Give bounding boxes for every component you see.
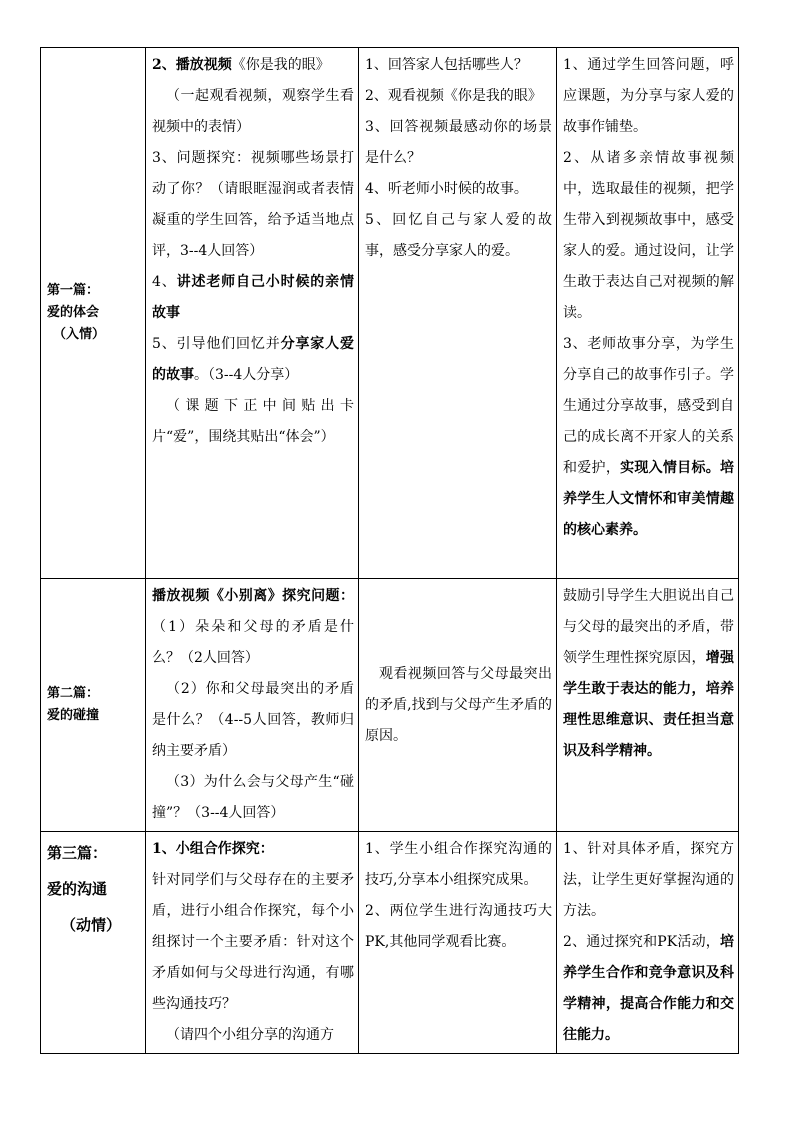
text: （课题下正中间贴出卡片“爱”，围绕其贴出“体会”） (152, 398, 354, 445)
text: （一起观看视频，观察学生看视频中的表情） (152, 88, 354, 135)
activity-cell (146, 832, 359, 1054)
design-intent-cell (557, 579, 739, 832)
cell-paragraph (152, 767, 354, 829)
design-intent-cell (557, 832, 739, 1054)
text: 4、 (152, 274, 177, 290)
stage-number: 第一篇： (47, 283, 100, 298)
cell-paragraph (563, 329, 734, 546)
stage-cell (41, 579, 146, 832)
bold-text: 播放视频《小别离》探究问题： (152, 588, 354, 604)
table-row (41, 579, 739, 832)
stage-title: 爱的碰撞 (47, 708, 100, 723)
text: 针对同学们与父母存在的主要矛盾，进行小组合作探究，每个小组探讨一个主要矛盾：针对这个矛盾如何与父母进行沟通，有哪些沟通技巧？ (152, 872, 354, 1012)
bold-text: 增强学生敢于表达的能力，培养理性思维意识、责任担当意识及科学精神。 (563, 650, 735, 759)
stage-cell (41, 48, 146, 579)
cell-paragraph (152, 1020, 354, 1051)
bold-text: 实现入情目标。培养学生人文情怀和审美情趣的核心素养。 (563, 460, 735, 538)
text: 1、针对具体矛盾，探究方法，让学生更好掌握沟通的方法。 (563, 841, 734, 919)
stage-subtitle: （入情） (53, 327, 106, 342)
text: 观看视频回答与父母最突出的矛盾,找到与父母产生矛盾的原因。 (365, 665, 552, 744)
cell-paragraph (365, 174, 552, 205)
cell-paragraph (563, 50, 734, 143)
text: （3）为什么会与父母产生“碰撞”？（3--4人回答） (152, 774, 354, 821)
text: 。（3--4人分享） (194, 367, 299, 383)
cell-paragraph (365, 205, 552, 267)
bold-text: 讲述老师自己小时候的亲情故事 (152, 274, 354, 321)
text: 2、通过探究和PK活动， (563, 934, 720, 950)
text: 2、两位学生进行沟通技巧大PK,其他同学观看比赛。 (365, 903, 552, 950)
activity-cell (146, 48, 359, 579)
activity-cell (146, 579, 359, 832)
text: 3、问题探究：视频哪些场景打动了你？（请眼眶湿润或者表情凝重的学生回答，给予适当地点评，3--4人回答） (152, 150, 354, 259)
cell-paragraph (563, 581, 734, 767)
cell-paragraph (563, 834, 734, 927)
cell-paragraph (152, 391, 354, 453)
text: 1、学生小组合作探究沟通的技巧,分享本小组探究成果。 (365, 841, 552, 888)
bold-text: 2、播放视频 (152, 57, 232, 73)
text: 1、回答家人包括哪些人？ (365, 57, 528, 73)
stage-cell (41, 832, 146, 1054)
cell-paragraph (152, 865, 354, 1020)
stage-title: 爱的沟通 (47, 880, 108, 898)
cell-paragraph (152, 81, 354, 143)
cell-paragraph (152, 267, 354, 329)
cell-paragraph (365, 81, 552, 112)
text: 5、引导他们回忆并 (152, 336, 281, 352)
text: 3、老师故事分享，为学生分享自己的故事作引子。学生通过分享故事，感受到自己的成长离不开家人的关系和爱护， (563, 336, 734, 476)
stage-subtitle: （动情） (61, 916, 122, 934)
lesson-plan-table (40, 47, 739, 1054)
cell-paragraph (365, 896, 552, 958)
cell-paragraph (563, 927, 734, 1051)
text: 3、回答视频最感动你的场景是什么？ (365, 119, 552, 166)
text: 2、从诸多亲情故事视频中，选取最佳的视频，把学生带入到视频故事中，感受家人的爱。通过设问，让学生敢于表达自己对视频的解读。 (563, 150, 734, 321)
cell-paragraph (563, 143, 734, 329)
text: 5、回忆自己与家人爱的故事，感受分享家人的爱。 (365, 212, 552, 259)
text: （1）朵朵和父母的矛盾是什么？（2人回答） (152, 619, 354, 666)
table-row (41, 48, 739, 579)
cell-paragraph (152, 329, 354, 391)
text: 1、通过学生回答问题，呼应课题，为分享与家人爱的故事作铺垫。 (563, 57, 734, 135)
text: 鼓励引导学生大胆说出自己与父母的最突出的矛盾，带领学生理性探究原因， (563, 588, 734, 666)
text: （2）你和父母最突出的矛盾是什么？（4--5人回答，教师归纳主要矛盾） (152, 681, 354, 759)
bold-text: 培养学生合作和竞争意识及科学精神，提高合作能力和交往能力。 (563, 934, 734, 1043)
stage-number: 第二篇： (47, 686, 100, 701)
cell-paragraph (152, 581, 354, 674)
student-activity-cell (359, 579, 557, 832)
text: 4、听老师小时候的故事。 (365, 181, 528, 197)
stage-title: 爱的体会 (47, 305, 100, 320)
cell-paragraph (152, 674, 354, 767)
cell-paragraph (365, 659, 552, 752)
student-activity-cell (359, 48, 557, 579)
stage-number: 第三篇： (47, 844, 108, 862)
text: （请四个小组分享的沟通方 (166, 1027, 334, 1043)
cell-paragraph (365, 834, 552, 896)
cell-paragraph (152, 50, 354, 81)
table-row (41, 832, 739, 1054)
text: 《你是我的眼》 (231, 57, 330, 73)
design-intent-cell (557, 48, 739, 579)
bold-text: 1、小组合作探究： (152, 841, 274, 857)
cell-paragraph (152, 834, 354, 865)
text: 2、观看视频《你是我的眼》 (365, 88, 542, 104)
bold-text: 分享家人爱的故事 (152, 336, 354, 383)
student-activity-cell (359, 832, 557, 1054)
cell-paragraph (365, 112, 552, 174)
cell-paragraph (152, 143, 354, 267)
cell-paragraph (365, 50, 552, 81)
